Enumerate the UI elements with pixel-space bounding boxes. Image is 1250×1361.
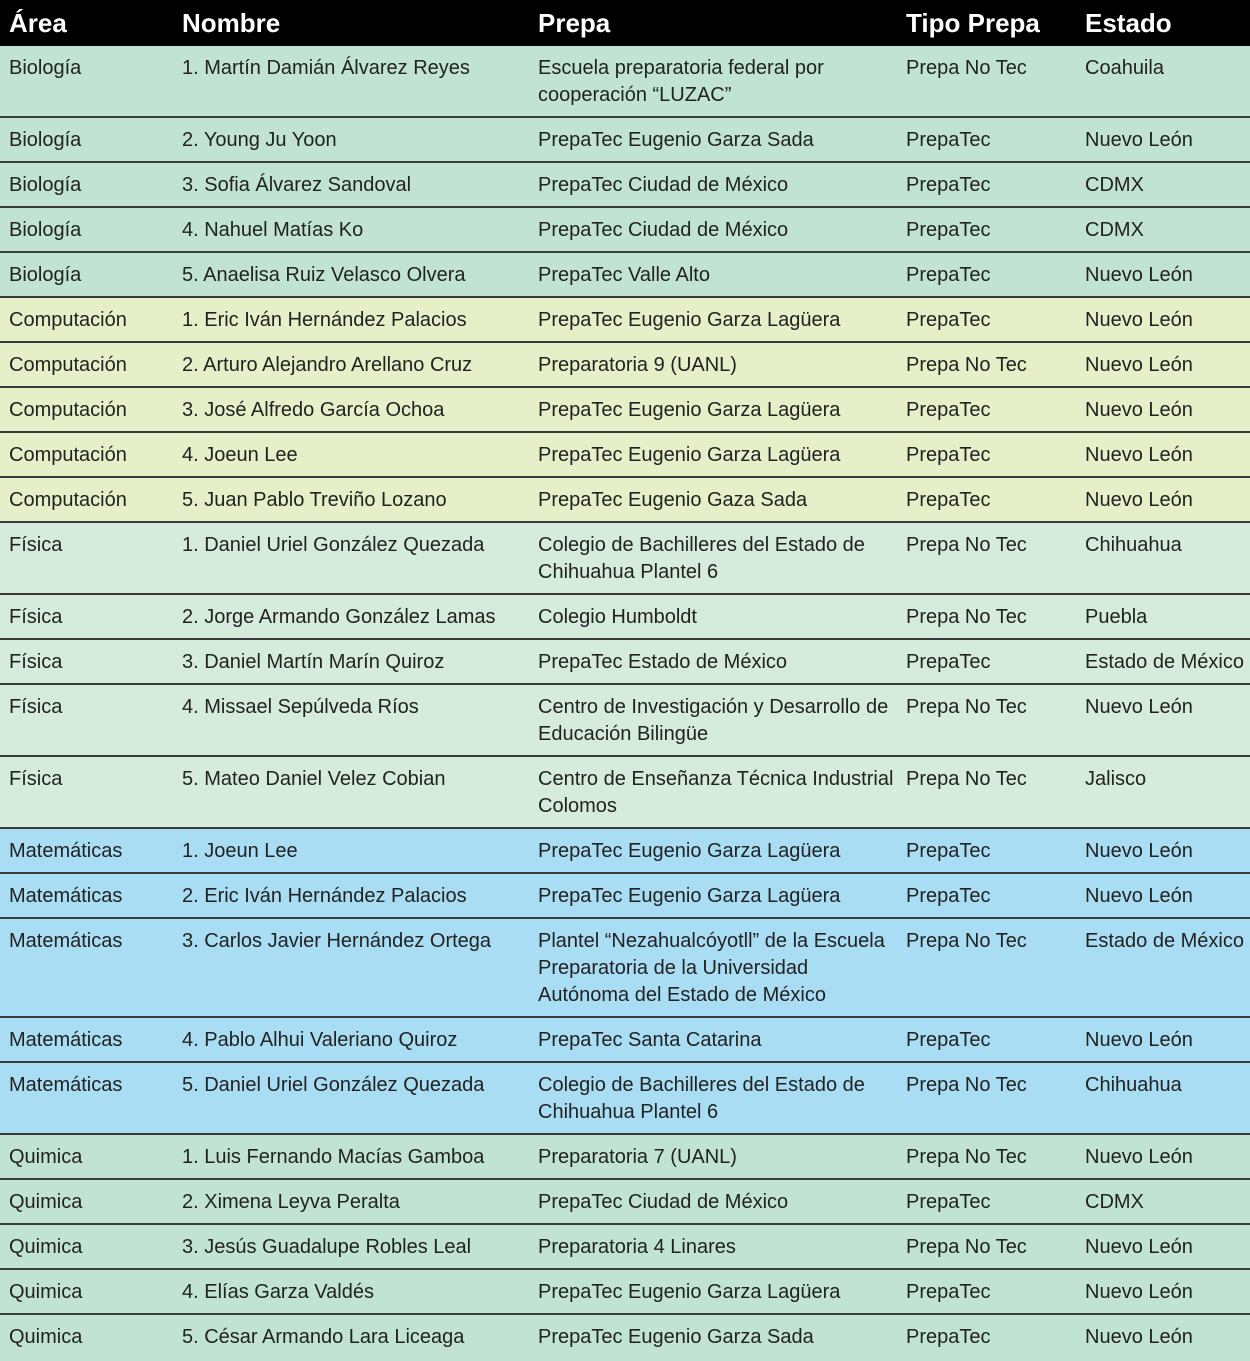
cell-estado: Nuevo León — [1076, 684, 1250, 756]
cell-tipo-prepa: PrepaTec — [897, 873, 1076, 918]
table-row — [0, 684, 1250, 756]
cell-prepa: PrepaTec Ciudad de México — [529, 162, 897, 207]
table-row — [0, 1314, 1250, 1358]
cell-prepa: PrepaTec Eugenio Garza Lagüera — [529, 1269, 897, 1314]
cell-tipo-prepa: Prepa No Tec — [897, 342, 1076, 387]
cell-area: Biología — [0, 207, 173, 252]
table-row — [0, 252, 1250, 297]
table-row — [0, 522, 1250, 594]
cell-area: Física — [0, 522, 173, 594]
cell-nombre: 5. Daniel Uriel González Quezada — [173, 1062, 529, 1134]
cell-nombre: 3. José Alfredo García Ochoa — [173, 387, 529, 432]
table-row — [0, 828, 1250, 873]
cell-area: Computación — [0, 297, 173, 342]
cell-tipo-prepa: PrepaTec — [897, 432, 1076, 477]
table-row — [0, 477, 1250, 522]
table-row — [0, 918, 1250, 1017]
cell-area: Física — [0, 756, 173, 828]
cell-prepa: PrepaTec Eugenio Garza Lagüera — [529, 387, 897, 432]
cell-nombre: 3. Daniel Martín Marín Quiroz — [173, 639, 529, 684]
cell-prepa: PrepaTec Eugenio Garza Sada — [529, 117, 897, 162]
table-body — [0, 46, 1250, 1358]
cell-area: Matemáticas — [0, 873, 173, 918]
cell-nombre: 1. Luis Fernando Macías Gamboa — [173, 1134, 529, 1179]
cell-nombre: 2. Eric Iván Hernández Palacios — [173, 873, 529, 918]
cell-area: Quimica — [0, 1269, 173, 1314]
cell-estado: Nuevo León — [1076, 117, 1250, 162]
cell-prepa: PrepaTec Ciudad de México — [529, 207, 897, 252]
cell-prepa: Escuela preparatoria federal por cooperación “LUZAC” — [529, 46, 897, 117]
cell-estado: Nuevo León — [1076, 477, 1250, 522]
cell-nombre: 4. Pablo Alhui Valeriano Quiroz — [173, 1017, 529, 1062]
cell-nombre: 5. Mateo Daniel Velez Cobian — [173, 756, 529, 828]
cell-nombre: 3. Sofia Álvarez Sandoval — [173, 162, 529, 207]
cell-tipo-prepa: PrepaTec — [897, 297, 1076, 342]
header-tipo-prepa: Tipo Prepa — [906, 7, 1040, 38]
cell-tipo-prepa: PrepaTec — [897, 1269, 1076, 1314]
table-row — [0, 387, 1250, 432]
cell-area: Quimica — [0, 1179, 173, 1224]
cell-tipo-prepa: PrepaTec — [897, 1314, 1076, 1358]
cell-nombre: 4. Joeun Lee — [173, 432, 529, 477]
cell-estado: CDMX — [1076, 162, 1250, 207]
table-row — [0, 1224, 1250, 1269]
cell-prepa: Colegio de Bachilleres del Estado de Chihuahua Plantel 6 — [529, 1062, 897, 1134]
cell-tipo-prepa: PrepaTec — [897, 207, 1076, 252]
cell-tipo-prepa: Prepa No Tec — [897, 756, 1076, 828]
cell-area: Biología — [0, 252, 173, 297]
cell-estado: Puebla — [1076, 594, 1250, 639]
cell-estado: Nuevo León — [1076, 1269, 1250, 1314]
cell-estado: Nuevo León — [1076, 1017, 1250, 1062]
cell-area: Biología — [0, 117, 173, 162]
cell-nombre: 1. Joeun Lee — [173, 828, 529, 873]
cell-estado: CDMX — [1076, 1179, 1250, 1224]
cell-area: Computación — [0, 432, 173, 477]
table-row — [0, 873, 1250, 918]
cell-estado: Chihuahua — [1076, 522, 1250, 594]
cell-tipo-prepa: Prepa No Tec — [897, 684, 1076, 756]
cell-area: Quimica — [0, 1134, 173, 1179]
cell-estado: Nuevo León — [1076, 387, 1250, 432]
table-row — [0, 1017, 1250, 1062]
cell-tipo-prepa: PrepaTec — [897, 1017, 1076, 1062]
cell-prepa: PrepaTec Eugenio Garza Lagüera — [529, 873, 897, 918]
cell-area: Quimica — [0, 1314, 173, 1358]
cell-estado: CDMX — [1076, 207, 1250, 252]
cell-tipo-prepa: Prepa No Tec — [897, 522, 1076, 594]
cell-prepa: PrepaTec Eugenio Garza Lagüera — [529, 297, 897, 342]
cell-area: Biología — [0, 162, 173, 207]
header-area: Área — [9, 7, 67, 38]
cell-area: Computación — [0, 342, 173, 387]
table-row — [0, 639, 1250, 684]
cell-area: Matemáticas — [0, 828, 173, 873]
cell-tipo-prepa: PrepaTec — [897, 1179, 1076, 1224]
cell-estado: Nuevo León — [1076, 1134, 1250, 1179]
cell-area: Matemáticas — [0, 1062, 173, 1134]
cell-prepa: Centro de Investigación y Desarrollo de Educación Bilingüe — [529, 684, 897, 756]
table-row — [0, 162, 1250, 207]
cell-estado: Nuevo León — [1076, 1224, 1250, 1269]
cell-estado: Estado de México — [1076, 918, 1250, 1017]
cell-tipo-prepa: PrepaTec — [897, 387, 1076, 432]
table-row — [0, 1062, 1250, 1134]
table-row — [0, 1269, 1250, 1314]
cell-nombre: 4. Elías Garza Valdés — [173, 1269, 529, 1314]
cell-tipo-prepa: PrepaTec — [897, 828, 1076, 873]
cell-nombre: 1. Daniel Uriel González Quezada — [173, 522, 529, 594]
cell-nombre: 3. Carlos Javier Hernández Ortega — [173, 918, 529, 1017]
cell-tipo-prepa: Prepa No Tec — [897, 46, 1076, 117]
table-row — [0, 117, 1250, 162]
cell-area: Biología — [0, 46, 173, 117]
cell-prepa: Colegio de Bachilleres del Estado de Chihuahua Plantel 6 — [529, 522, 897, 594]
cell-tipo-prepa: Prepa No Tec — [897, 1134, 1076, 1179]
cell-tipo-prepa: Prepa No Tec — [897, 594, 1076, 639]
cell-nombre: 5. César Armando Lara Liceaga — [173, 1314, 529, 1358]
cell-prepa: PrepaTec Ciudad de México — [529, 1179, 897, 1224]
cell-area: Computación — [0, 387, 173, 432]
table-row — [0, 297, 1250, 342]
cell-tipo-prepa: PrepaTec — [897, 117, 1076, 162]
cell-area: Matemáticas — [0, 918, 173, 1017]
cell-estado: Nuevo León — [1076, 873, 1250, 918]
header-prepa: Prepa — [538, 7, 611, 38]
cell-prepa: Colegio Humboldt — [529, 594, 897, 639]
cell-prepa: Preparatoria 4 Linares — [529, 1224, 897, 1269]
table-row — [0, 594, 1250, 639]
cell-prepa: Centro de Enseñanza Técnica Industrial Colomos — [529, 756, 897, 828]
header-estado: Estado — [1085, 7, 1172, 38]
cell-prepa: PrepaTec Estado de México — [529, 639, 897, 684]
header-row — [0, 0, 1250, 46]
cell-estado: Nuevo León — [1076, 432, 1250, 477]
cell-prepa: Preparatoria 9 (UANL) — [529, 342, 897, 387]
cell-estado: Nuevo León — [1076, 342, 1250, 387]
cell-nombre: 2. Young Ju Yoon — [173, 117, 529, 162]
cell-nombre: 5. Juan Pablo Treviño Lozano — [173, 477, 529, 522]
cell-area: Física — [0, 684, 173, 756]
cell-tipo-prepa: PrepaTec — [897, 639, 1076, 684]
cell-estado: Nuevo León — [1076, 252, 1250, 297]
cell-area: Física — [0, 639, 173, 684]
cell-nombre: 2. Arturo Alejandro Arellano Cruz — [173, 342, 529, 387]
cell-prepa: Preparatoria 7 (UANL) — [529, 1134, 897, 1179]
cell-prepa: PrepaTec Santa Catarina — [529, 1017, 897, 1062]
cell-nombre: 2. Ximena Leyva Peralta — [173, 1179, 529, 1224]
cell-tipo-prepa: Prepa No Tec — [897, 1062, 1076, 1134]
table-row — [0, 1179, 1250, 1224]
cell-nombre: 2. Jorge Armando González Lamas — [173, 594, 529, 639]
cell-area: Matemáticas — [0, 1017, 173, 1062]
cell-tipo-prepa: PrepaTec — [897, 162, 1076, 207]
table-row — [0, 207, 1250, 252]
cell-tipo-prepa: PrepaTec — [897, 252, 1076, 297]
cell-tipo-prepa: Prepa No Tec — [897, 918, 1076, 1017]
cell-nombre: 5. Anaelisa Ruiz Velasco Olvera — [173, 252, 529, 297]
cell-estado: Estado de México — [1076, 639, 1250, 684]
table-row — [0, 756, 1250, 828]
table-row — [0, 46, 1250, 117]
cell-nombre: 3. Jesús Guadalupe Robles Leal — [173, 1224, 529, 1269]
cell-nombre: 4. Nahuel Matías Ko — [173, 207, 529, 252]
cell-prepa: PrepaTec Eugenio Garza Lagüera — [529, 432, 897, 477]
cell-area: Física — [0, 594, 173, 639]
cell-prepa: PrepaTec Valle Alto — [529, 252, 897, 297]
cell-nombre: 1. Eric Iván Hernández Palacios — [173, 297, 529, 342]
cell-nombre: 4. Missael Sepúlveda Ríos — [173, 684, 529, 756]
cell-prepa: PrepaTec Eugenio Gaza Sada — [529, 477, 897, 522]
cell-nombre: 1. Martín Damián Álvarez Reyes — [173, 46, 529, 117]
cell-estado: Nuevo León — [1076, 1314, 1250, 1358]
cell-tipo-prepa: Prepa No Tec — [897, 1224, 1076, 1269]
cell-estado: Coahuila — [1076, 46, 1250, 117]
cell-estado: Jalisco — [1076, 756, 1250, 828]
cell-prepa: Plantel “Nezahualcóyotll” de la Escuela Preparatoria de la Universidad Autónoma del Estado de México — [529, 918, 897, 1017]
table-row — [0, 432, 1250, 477]
cell-area: Computación — [0, 477, 173, 522]
cell-estado: Nuevo León — [1076, 828, 1250, 873]
cell-prepa: PrepaTec Eugenio Garza Sada — [529, 1314, 897, 1358]
cell-estado: Chihuahua — [1076, 1062, 1250, 1134]
cell-prepa: PrepaTec Eugenio Garza Lagüera — [529, 828, 897, 873]
cell-area: Quimica — [0, 1224, 173, 1269]
cell-tipo-prepa: PrepaTec — [897, 477, 1076, 522]
table-row — [0, 1134, 1250, 1179]
table-row — [0, 342, 1250, 387]
table-header — [0, 0, 1250, 46]
cell-estado: Nuevo León — [1076, 297, 1250, 342]
header-nombre: Nombre — [182, 7, 281, 38]
